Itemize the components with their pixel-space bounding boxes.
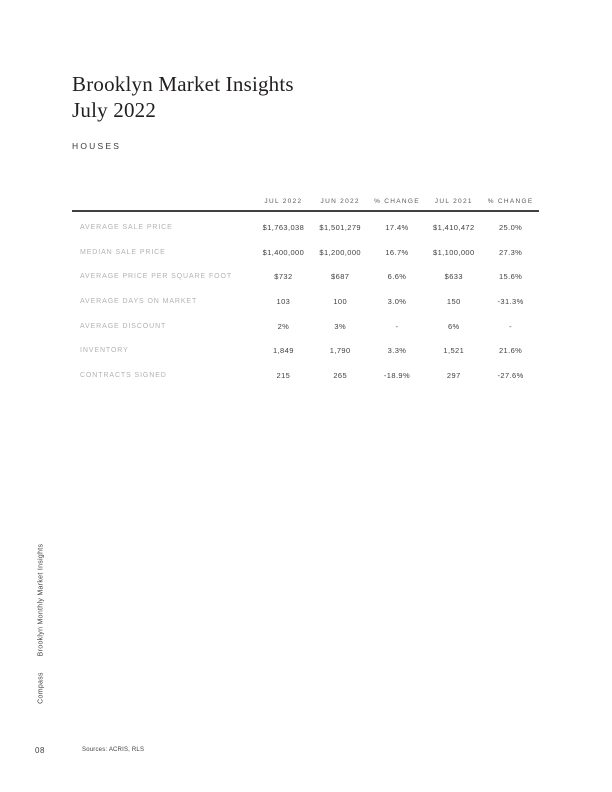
cell-value: $687 (331, 272, 350, 282)
row-label: AVERAGE SALE PRICE (80, 223, 173, 231)
sidebar-report-name: Brooklyn Monthly Market Insights (37, 543, 45, 657)
cell-value: 16.7% (385, 247, 409, 257)
cell-value: 150 (446, 296, 461, 306)
page-number: 08 (35, 746, 45, 755)
cell-value: 1,790 (329, 346, 351, 356)
cell-value: -18.9% (383, 370, 411, 380)
cell-value: $732 (274, 272, 293, 282)
cell-value: 27.3% (498, 247, 523, 257)
cell-value: 2% (277, 321, 290, 331)
section-label: HOUSES (72, 141, 122, 151)
row-label: AVERAGE DAYS ON MARKET (80, 297, 198, 305)
table-header-spacer (72, 205, 255, 210)
row-label: MEDIAN SALE PRICE (80, 248, 166, 256)
cell-value: 1,849 (273, 346, 294, 356)
sources-note: Sources: ACRIS, RLS (82, 747, 145, 753)
cell-value: $1,200,000 (319, 247, 361, 257)
cell-value: 1,521 (443, 346, 465, 356)
row-label: AVERAGE DISCOUNT (80, 322, 167, 330)
cell-value: 103 (276, 296, 291, 306)
cell-value: 17.4% (385, 222, 409, 232)
cell-value: 265 (333, 370, 348, 380)
cell-value: $633 (444, 272, 463, 282)
column-header-jul-2022: JUL 2022 (264, 198, 303, 205)
page-title (72, 72, 294, 123)
cell-value: $1,100,000 (433, 247, 475, 257)
cell-value: 215 (276, 370, 291, 380)
cell-value: - (395, 321, 399, 331)
column-header-jul-2021: JUL 2021 (434, 198, 473, 205)
market-stats-table (72, 191, 539, 388)
row-label: CONTRACTS SIGNED (80, 371, 167, 379)
cell-value: 6.6% (387, 272, 407, 282)
cell-value: 3.0% (387, 296, 407, 306)
cell-value: 15.6% (498, 272, 523, 282)
table-row (72, 363, 539, 388)
table-row (72, 314, 539, 339)
cell-value: -31.3% (497, 296, 524, 306)
cell-value: $1,400,000 (262, 247, 305, 257)
cell-value: $1,501,279 (319, 222, 361, 232)
cell-value: 3% (334, 321, 347, 331)
cell-value: 297 (446, 370, 461, 380)
cell-value: -27.6% (497, 370, 524, 380)
cell-value: 21.6% (498, 346, 523, 356)
cell-value: 25.0% (498, 222, 523, 232)
table-row (72, 264, 539, 289)
table-body (72, 212, 539, 388)
table-row (72, 289, 539, 314)
cell-value: $1,763,038 (262, 222, 305, 232)
cell-value: - (509, 321, 513, 331)
cell-value: 100 (333, 296, 348, 306)
page-title-line1: Brooklyn Market Insights (72, 72, 294, 96)
table-row (72, 338, 539, 363)
cell-value: 6% (447, 321, 460, 331)
table-row (72, 215, 539, 240)
cell-value: 3.3% (387, 346, 407, 356)
page-title-line2: July 2022 (72, 97, 157, 122)
sidebar-brand-name: Compass (37, 672, 45, 704)
column-header-jun-2022: JUN 2022 (320, 198, 360, 205)
table-header-row (72, 191, 539, 212)
row-label: AVERAGE PRICE PER SQUARE FOOT (80, 273, 232, 281)
table-row (72, 240, 539, 265)
row-label: INVENTORY (80, 347, 129, 355)
cell-value: $1,410,472 (433, 222, 475, 232)
column-header-pct-change-yoy: % CHANGE (487, 198, 534, 205)
column-header-pct-change-mom: % CHANGE (374, 198, 420, 205)
